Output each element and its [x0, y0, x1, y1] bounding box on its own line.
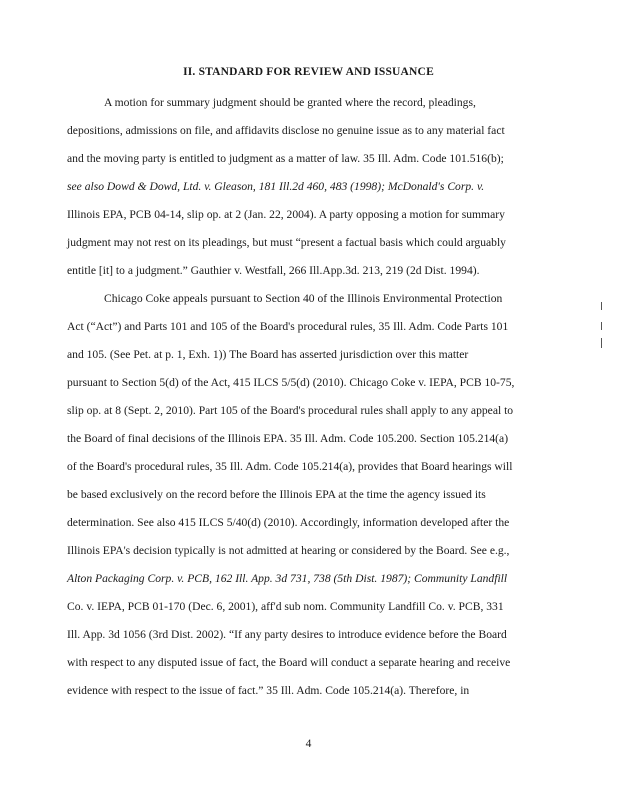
body-line: Co. v. IEPA, PCB 01-170 (Dec. 6, 2001), aff'd sub nom. Community Landfill Co. v. PCB, 331	[67, 600, 504, 613]
body-line: Illinois EPA's decision typically is not admitted at hearing or considered by the Board. See e.g.,	[67, 544, 510, 557]
body-line: and the moving party is entitled to judgment as a matter of law. 35 Ill. Adm. Code 101.516(b);	[67, 152, 504, 165]
body-line: judgment may not rest on its pleadings, but must “present a factual basis which could arguably	[67, 236, 506, 249]
body-line: pursuant to Section 5(d) of the Act, 415 ILCS 5/5(d) (2010). Chicago Coke v. IEPA, PCB 10-75,	[67, 376, 515, 389]
body-line: entitle [it] to a judgment.” Gauthier v. Westfall, 266 Ill.App.3d. 213, 219 (2d Dist. 1994).	[67, 264, 480, 277]
body-line: depositions, admissions on file, and affidavits disclose no genuine issue as to any material fact	[67, 124, 505, 137]
body-line: of the Board's procedural rules, 35 Ill. Adm. Code 105.214(a), provides that Board hearings will	[67, 460, 513, 473]
body-line: evidence with respect to the issue of fact.” 35 Ill. Adm. Code 105.214(a). Therefore, in	[67, 684, 470, 697]
section-heading: II. STANDARD FOR REVIEW AND ISSUANCE	[183, 66, 434, 78]
scan-mark	[601, 322, 602, 330]
scan-mark	[601, 302, 602, 310]
body-line: slip op. at 8 (Sept. 2, 2010). Part 105 of the Board's procedural rules shall apply to any appeal to	[67, 404, 514, 417]
body-line: and 105. (See Pet. at p. 1, Exh. 1)) The Board has asserted jurisdiction over this matter	[67, 348, 469, 361]
body-line: Chicago Coke appeals pursuant to Section 40 of the Illinois Environmental Protection	[104, 292, 503, 305]
body-line: be based exclusively on the record before the Illinois EPA at the time the agency issued its	[67, 488, 486, 501]
body-line: Act (“Act”) and Parts 101 and 105 of the Board's procedural rules, 35 Ill. Adm. Code Parts 101	[67, 320, 509, 333]
body-line: the Board of final decisions of the Illinois EPA. 35 Ill. Adm. Code 105.200. Section 105.214(a)	[67, 432, 509, 445]
body-line: with respect to any disputed issue of fact, the Board will conduct a separate hearing and receive	[67, 656, 511, 669]
scan-mark	[601, 338, 602, 348]
page-number: 4	[305, 738, 312, 750]
body-line: Alton Packaging Corp. v. PCB, 162 Ill. App. 3d 731, 738 (5th Dist. 1987); Community Landfill	[67, 572, 508, 585]
body-line: see also Dowd & Dowd, Ltd. v. Gleason, 181 Ill.2d 460, 483 (1998); McDonald's Corp. v.	[67, 180, 485, 193]
body-line: determination. See also 415 ILCS 5/40(d) (2010). Accordingly, information developed after the	[67, 516, 510, 529]
body-line: Ill. App. 3d 1056 (3rd Dist. 2002). “If any party desires to introduce evidence before the Board	[67, 628, 507, 641]
body-line: A motion for summary judgment should be granted where the record, pleadings,	[104, 96, 476, 109]
body-line: Illinois EPA, PCB 04-14, slip op. at 2 (Jan. 22, 2004). A party opposing a motion for summary	[67, 208, 505, 221]
